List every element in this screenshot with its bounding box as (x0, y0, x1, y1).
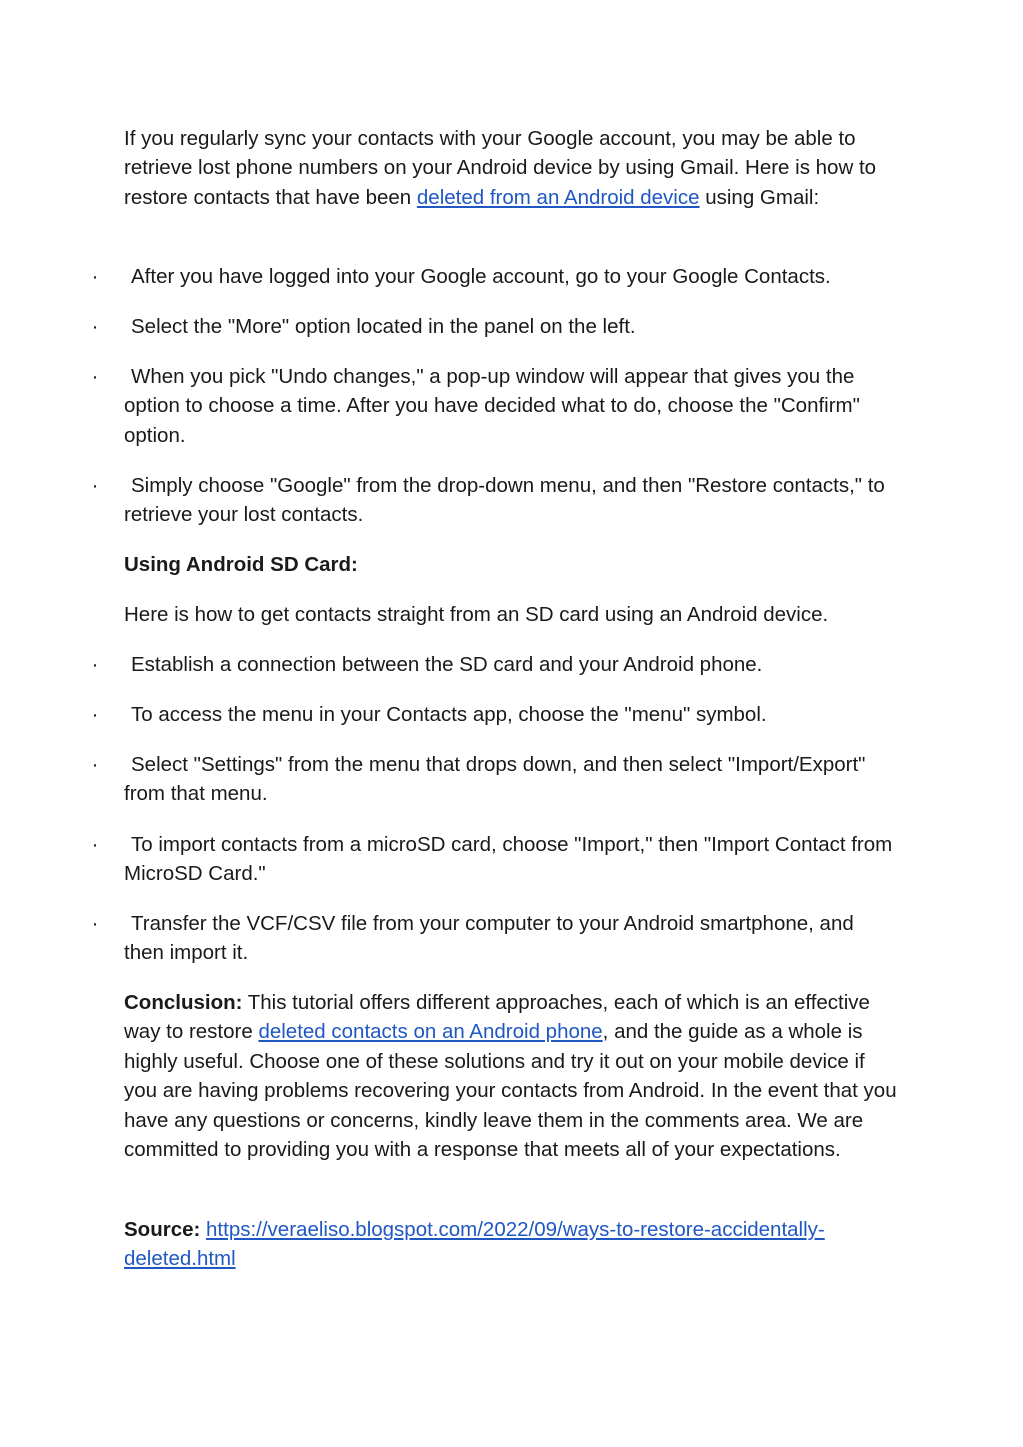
bullet-icon: · (91, 912, 99, 935)
list-item-text: Select "Settings" from the menu that drops down, and then select "Import/Export" from that menu. (124, 753, 866, 806)
source-label: Source: (124, 1218, 201, 1241)
bullet-icon: · (91, 315, 99, 338)
bullet-icon: · (91, 753, 99, 776)
list-item-text: Simply choose "Google" from the drop-down menu, and then "Restore contacts," to retrieve your lost contacts. (124, 474, 885, 527)
list-item-text: To import contacts from a microSD card, choose "Import," then "Import Contact from MicroSD Card." (124, 833, 893, 886)
bullet-icon: · (91, 365, 99, 388)
list-item-text: To access the menu in your Contacts app, choose the "menu" symbol. (131, 703, 767, 726)
list-item-text: Transfer the VCF/CSV file from your computer to your Android smartphone, and then import it. (124, 912, 854, 965)
deleted-android-device-link[interactable]: deleted from an Android device (416, 185, 700, 209)
list-item-text: When you pick "Undo changes," a pop-up window will appear that gives you the option to choose a time. After you have decided what to do, choose the "Confirm" option. (124, 365, 860, 447)
conclusion-text-after-link: , and the guide as a whole is highly useful. Choose one of these solutions and try it out on your mobile device if you are having problems recovering your contacts from Android. In the event that you have any questions or concerns, kindly leave them in the comments area. We are committed to providing you with a response that meets all of your expectations. (124, 1020, 897, 1162)
list-item-text: Establish a connection between the SD card and your Android phone. (131, 653, 763, 676)
bullet-icon: · (91, 653, 99, 676)
conclusion-label: Conclusion: (124, 991, 243, 1014)
sd-card-heading: Using Android SD Card: (124, 553, 358, 576)
conclusion-paragraph (124, 988, 899, 1164)
bullet-icon: · (91, 474, 99, 497)
sd-card-intro: Here is how to get contacts straight from an SD card using an Android device. (124, 603, 829, 626)
list-item-text: After you have logged into your Google account, go to your Google Contacts. (131, 265, 831, 288)
intro-paragraph (124, 124, 899, 212)
list-item-text: Select the "More" option located in the panel on the left. (131, 315, 636, 338)
bullet-icon: · (91, 265, 99, 288)
source-link[interactable]: https://veraeliso.blogspot.com/2022/09/ways-to-restore-accidentally-deleted.html (124, 1218, 825, 1271)
bullet-icon: · (91, 703, 99, 726)
intro-text-after-link: using Gmail: (699, 185, 820, 209)
bullet-icon: · (91, 833, 99, 856)
intro-text-before-link: If you regularly sync your contacts with your Google account, you may be able to retrieve lost phone numbers on your Android device by using Gmail. Here is how to restore contacts that have been (124, 127, 877, 209)
conclusion-text-before-link: This tutorial offers different approaches, each of which is an effective way to restore (124, 991, 870, 1044)
deleted-contacts-android-link[interactable]: deleted contacts on an Android phone (258, 1020, 603, 1044)
source-paragraph (124, 1215, 899, 1274)
